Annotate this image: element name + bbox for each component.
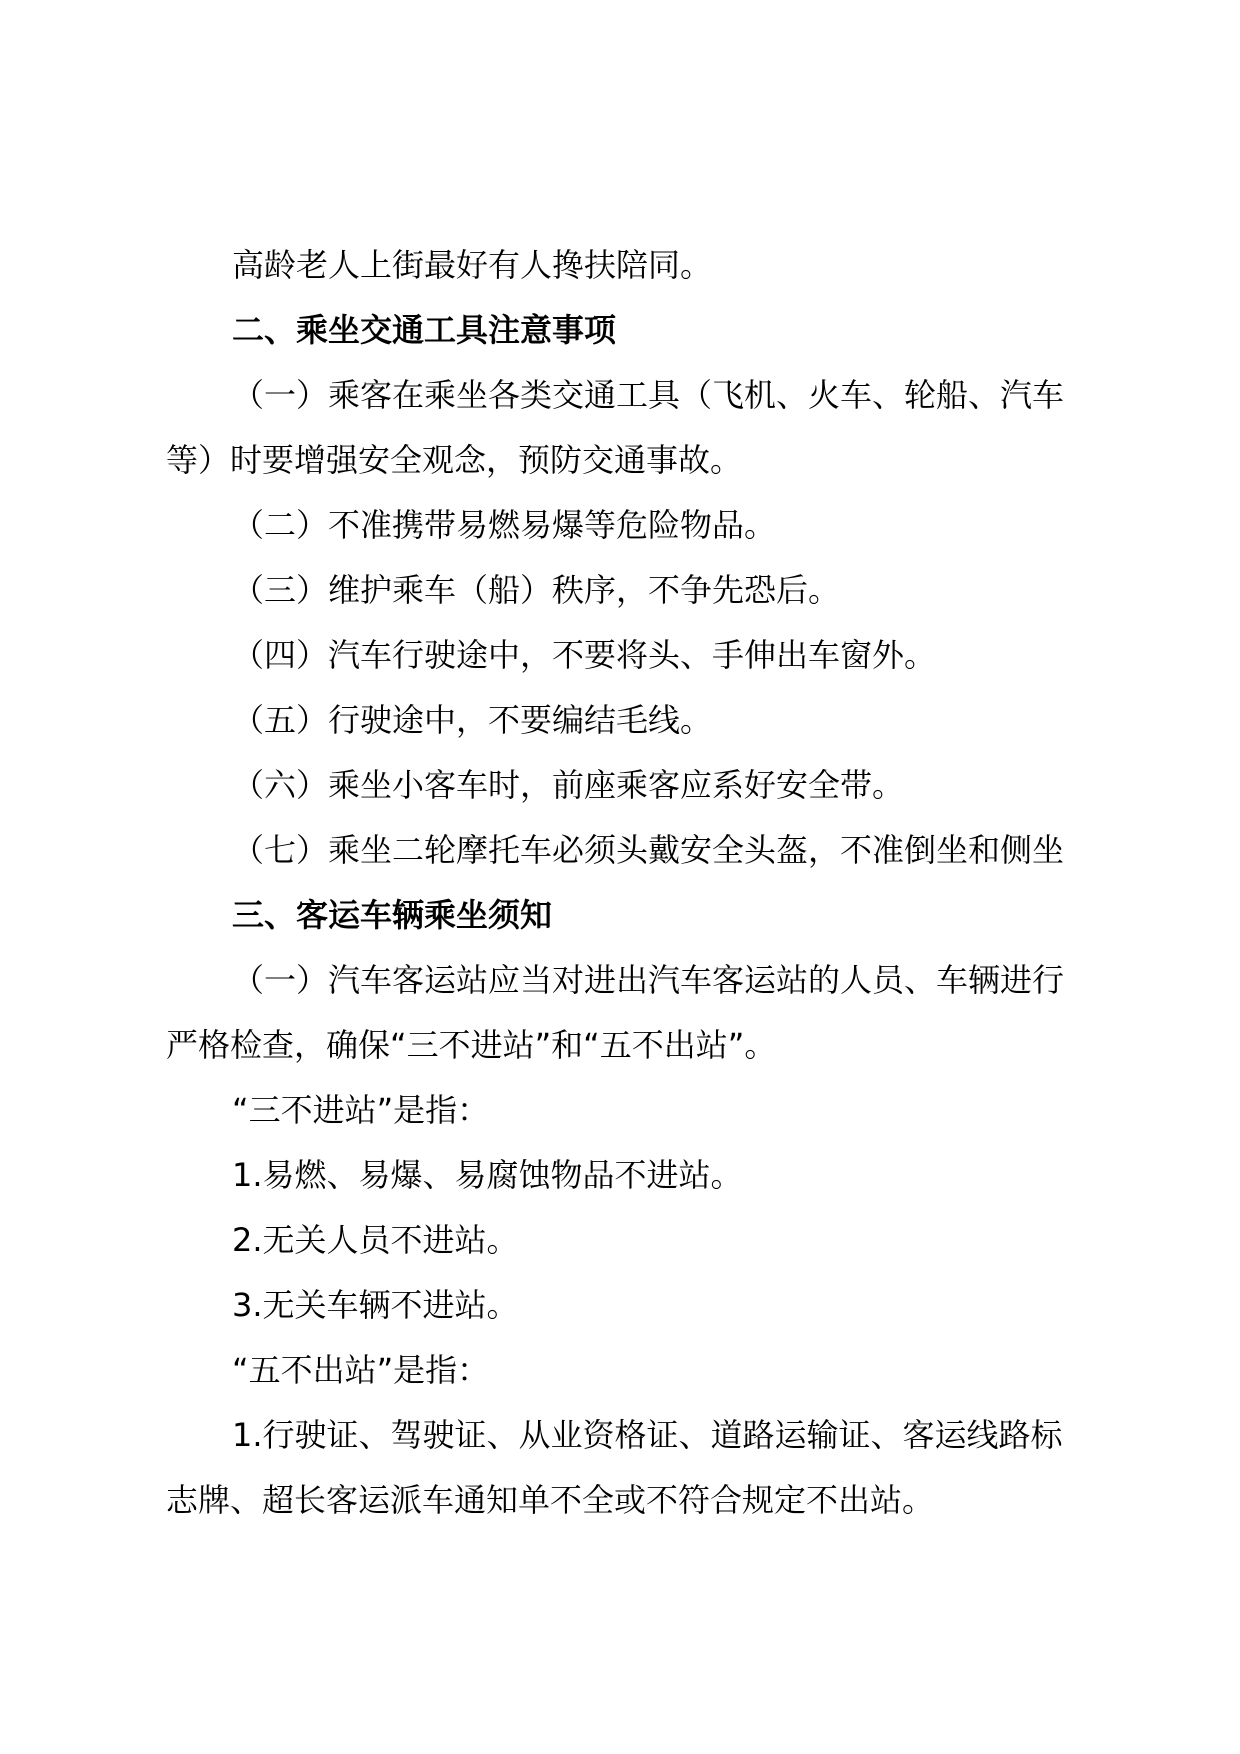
body-text-line: （六）乘坐小客车时，前座乘客应系好安全带。 — [232, 766, 905, 804]
body-text-line: （一）汽车客运站应当对进出汽车客运站的人员、车辆进行 — [232, 961, 1065, 999]
body-text-line: 等）时要增强安全观念，预防交通事故。 — [166, 441, 743, 479]
section-heading: 二、乘坐交通工具注意事项 — [232, 311, 617, 349]
body-text-line: （七）乘坐二轮摩托车必须头戴安全头盔，不准倒坐和侧坐 — [232, 831, 1065, 869]
body-text-line: （二）不准携带易燃易爆等危险物品。 — [232, 506, 777, 544]
list-item: 2.无关人员不进站。 — [232, 1221, 519, 1259]
body-text-line: 高龄老人上街最好有人搀扶陪同。 — [232, 246, 713, 284]
section-heading: 三、客运车辆乘坐须知 — [232, 896, 553, 934]
body-text-line: 志牌、超长客运派车通知单不全或不符合规定不出站。 — [166, 1481, 935, 1519]
body-text-line: “五不出站”是指： — [232, 1351, 490, 1389]
list-item: 1.行驶证、驾驶证、从业资格证、道路运输证、客运线路标 — [232, 1416, 1063, 1454]
body-text-line: “三不进站”是指： — [232, 1091, 490, 1129]
body-text-line: （五）行驶途中，不要编结毛线。 — [232, 701, 713, 739]
body-text-line: 严格检查，确保“三不进站”和“五不出站”。 — [166, 1026, 777, 1064]
body-text-line: （四）汽车行驶途中，不要将头、手伸出车窗外。 — [232, 636, 937, 674]
body-text-line: （一）乘客在乘坐各类交通工具（飞机、火车、轮船、汽车 — [232, 376, 1065, 414]
list-item: 3.无关车辆不进站。 — [232, 1286, 519, 1324]
body-text-line: （三）维护乘车（船）秩序，不争先恐后。 — [232, 571, 841, 609]
list-item: 1.易燃、易爆、易腐蚀物品不进站。 — [232, 1156, 743, 1194]
